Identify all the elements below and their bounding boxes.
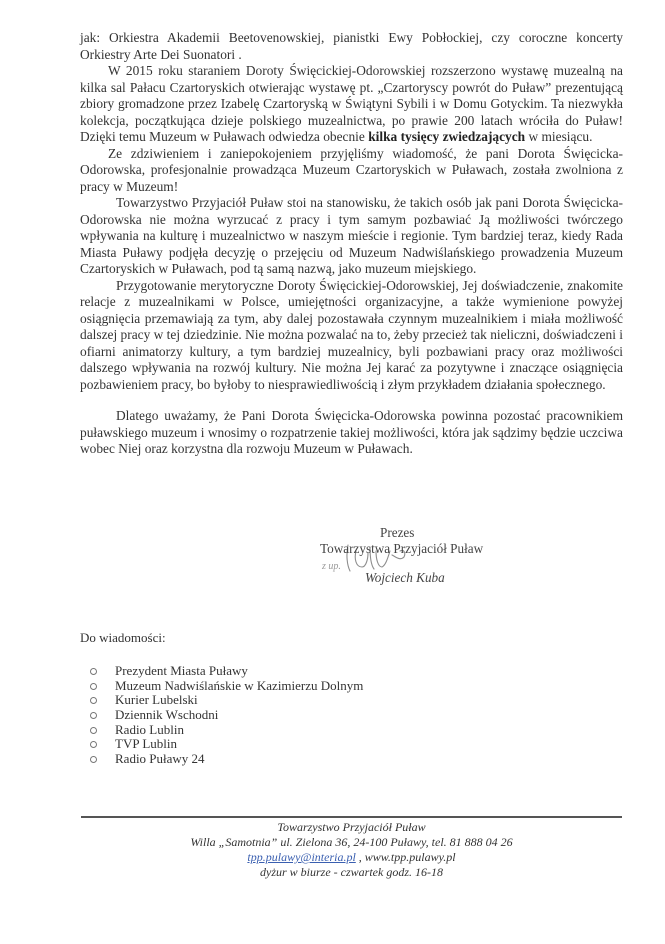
paragraph-text: w miesiącu. <box>525 129 593 144</box>
letter-body <box>80 30 623 458</box>
paragraph-dismissal: Ze zdziwieniem i zaniepokojeniem przyjęliśmy wiadomość, że pani Dorota Święcicka-Odorowska, profesjonalnie prowadząca Muzeum Czartoryskich w Puławach, została zwolniona z pracy w Muzeum! <box>80 145 623 194</box>
signature-name: Wojciech Kuba <box>365 570 445 585</box>
footer-separator: , <box>355 850 365 864</box>
cc-recipient: Kurier Lubelski <box>115 692 198 708</box>
footer-address: Willa „Samotnia” ul. Zielona 36, 24-100 Puławy, tel. 81 888 04 26 <box>190 835 513 849</box>
circle-bullet-icon <box>90 668 97 675</box>
cc-recipient: Muzeum Nadwiślańskie w Kazimierzu Dolnym <box>115 677 364 693</box>
circle-bullet-icon <box>90 741 97 748</box>
visitors-highlight: kilka tysięcy zwiedzających <box>368 129 526 144</box>
cc-list <box>80 664 363 767</box>
paragraph-qualifications: Przygotowanie merytoryczne Doroty Święcickiej-Odorowskiej, Jej doświadczenie, znakomite relacje z muzealnikami w Polsce, umiejętności organizacyjne, a także wymienione powyżej osiągnięcia przemawiają za tym, aby dalej pozostawała czynnym muzealnikiem i miała możliwość dalszej pracy w tej dziedzinie. Nie można pozwalać na to, żeby przecież tak nieliczni, doświadczeni i ofiarni animatorzy kultury, a tym bardziej muzealnicy, byli pozbawiani pracy oraz możliwości dalszego wpływania na rozwój kultury. Nie można Jej karać za pozytywne i znaczące osiągnięcia pozbawieniem pracy, bo byłoby to niesprawiedliwością i złym przykładem działania społecznego. <box>80 277 623 392</box>
cc-recipient: Radio Lublin <box>115 721 184 737</box>
cc-list-item <box>80 664 363 679</box>
cc-list-item <box>80 723 363 738</box>
email-link[interactable]: tpp.pulawy@interia.pl <box>247 850 356 864</box>
footer-org-name: Towarzystwo Przyjaciół Puław <box>277 820 426 834</box>
cc-recipient: Radio Puławy 24 <box>115 751 205 767</box>
circle-bullet-icon <box>90 727 97 734</box>
footer-office-hours: dyżur w biurze - czwartek godz. 16-18 <box>260 865 443 879</box>
website-text: www.tpp.pulawy.pl <box>364 850 456 864</box>
paragraph-continuation: jak: Orkiestra Akademii Beetovenowskiej, pianistki Ewy Pobłockiej, czy coroczne koncerty Orkiestry Arte Dei Suonatori . <box>80 30 623 62</box>
signature-title: Prezes <box>380 525 415 540</box>
cc-list-item <box>80 752 363 767</box>
circle-bullet-icon <box>90 683 97 690</box>
cc-list-item <box>80 679 363 694</box>
cc-section <box>80 630 363 767</box>
cc-list-item <box>80 737 363 752</box>
cc-recipient: TVP Lublin <box>115 736 177 752</box>
paragraph-text: W 2015 roku staraniem Doroty Święcickiej-Odorowskiej rozszerzono wystawę muzealną na kilka sal Pałacu Czartoryskich otwierając wystawę pt. „Czartoryscy powrót do Puław” prezentującą zbiory gromadzone przez Izabelę Czartoryską w Świątyni Sybili i w Domu Gotyckim. Ta niezwykła kolekcja, początkująca dzieje polskiego muzealnictwa, po prawie 200 latach wróciła do Puław! Dzięki temu Muzeum w Puławach odwiedza obecnie <box>80 63 623 144</box>
signature-on-behalf-note: z up. <box>322 561 341 572</box>
cc-recipient: Dziennik Wschodni <box>115 707 219 723</box>
footer-divider <box>81 816 622 818</box>
letterhead-footer <box>80 820 623 880</box>
circle-bullet-icon <box>90 756 97 763</box>
cc-list-item <box>80 708 363 723</box>
circle-bullet-icon <box>90 697 97 704</box>
cc-recipient: Prezydent Miasta Puławy <box>115 663 248 678</box>
footer-contact <box>80 850 623 865</box>
signature-organization: Towarzystwa Przyjaciół Puław <box>320 541 484 556</box>
paragraph-exhibition <box>80 63 623 146</box>
paragraph-request: Dlatego uważamy, że Pani Dorota Święcicka-Odorowska powinna pozostać pracownikiem puławskiego muzeum i wnosimy o rozpatrzenie takiej możliwości, która jak sądzimy będzie uczciwa wobec Niej oraz korzystna dla rozwoju Muzeum w Puławach. <box>80 408 623 456</box>
cc-list-item <box>80 693 363 708</box>
cc-title: Do wiadomości: <box>80 630 166 645</box>
circle-bullet-icon <box>90 712 97 719</box>
paragraph-society-position: Towarzystwo Przyjaciół Puław stoi na stanowisku, że takich osób jak pani Dorota Święcicka-Odorowska nie można wyrzucać z pracy i tym samym pozbawiać Ją możliwości twórczego wpływania na kulturę i muzealnictwo w naszym mieście i regionie. Tym bardziej teraz, kiedy Rada Miasta Puławy podjęła decyzję o przejęciu od Muzeum Nadwiślańskiego prowadzenia Muzeum Czartoryskich w Puławach, pod tą samą nazwą, jako muzeum miejskiego. <box>80 195 623 276</box>
